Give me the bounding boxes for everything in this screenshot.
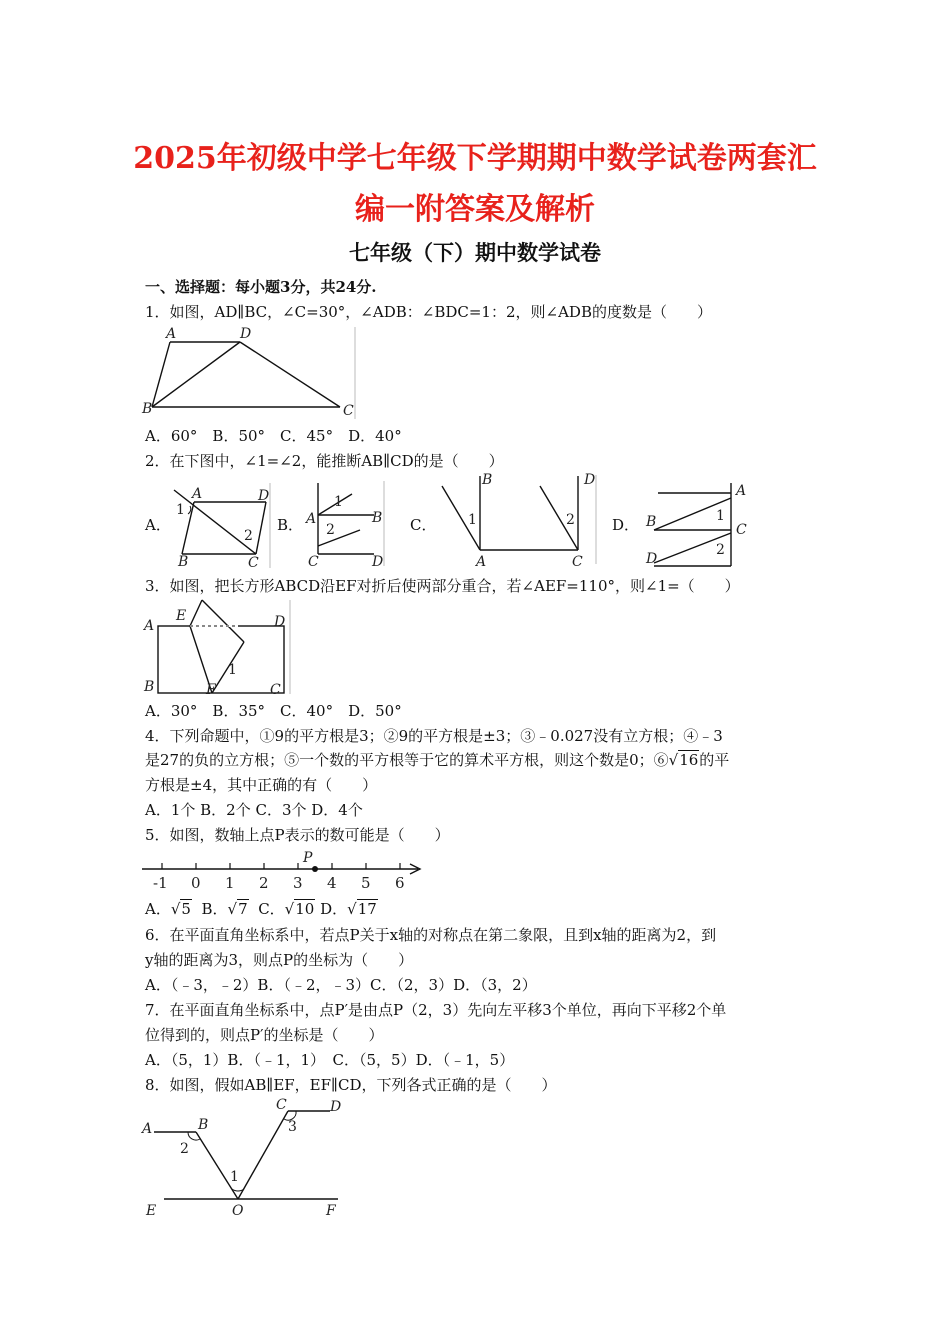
q4-radicand: 16 bbox=[679, 751, 699, 769]
q2a-angle-1: 1 bbox=[176, 502, 185, 518]
q4-line-2-tail: 的平 bbox=[699, 751, 730, 769]
q2a-label-a: A bbox=[192, 486, 203, 502]
q8-figure bbox=[140, 1097, 350, 1217]
q2-option-c-label: C． bbox=[410, 516, 437, 534]
q8-label-c: C bbox=[276, 1097, 287, 1113]
q5-tick-label: -1 bbox=[153, 874, 168, 892]
q2a-angle-2: 2 bbox=[244, 528, 253, 544]
q5-rad-c: 10 bbox=[295, 900, 315, 918]
q2d-angle-2: 2 bbox=[716, 542, 725, 558]
q6-line-2: y轴的距离为3，则点P的坐标为（ ） bbox=[145, 951, 414, 969]
q3-label-b: B bbox=[144, 679, 155, 695]
q8-label-o: O bbox=[232, 1203, 244, 1219]
q2a-label-d: D bbox=[258, 488, 270, 504]
sqrt-symbol: √5 bbox=[170, 900, 191, 918]
q8-angle-3: 3 bbox=[288, 1119, 297, 1135]
q2a-label-b: B bbox=[178, 554, 189, 570]
title-line-1: 2025年初级中学七年级下学期期中数学试卷两套汇 bbox=[133, 141, 817, 176]
sqrt-symbol: √17 bbox=[347, 900, 377, 918]
q2b-label-a: A bbox=[306, 511, 317, 527]
q2b-label-b: B bbox=[372, 510, 383, 526]
q2b-label-c: C bbox=[308, 554, 319, 570]
q5-stem: 5．如图，数轴上点P表示的数可能是（ ） bbox=[145, 826, 450, 844]
q5-rad-b: 7 bbox=[238, 900, 248, 918]
q1-label-a: A bbox=[166, 326, 177, 342]
q2-figure-a bbox=[168, 480, 283, 575]
q8-angle-2: 2 bbox=[180, 1141, 189, 1157]
q2d-label-a: A bbox=[736, 483, 747, 499]
q2c-label-a: A bbox=[476, 554, 487, 570]
q2c-label-c: C bbox=[572, 554, 583, 570]
q5-tick-label: 6 bbox=[395, 874, 405, 892]
q3-figure bbox=[140, 598, 300, 698]
q1-label-b: B bbox=[142, 401, 153, 417]
q5-tick-label: 3 bbox=[293, 874, 303, 892]
q7-line-2: 位得到的，则点P′的坐标是（ ） bbox=[145, 1026, 384, 1044]
q3-label-c: C bbox=[270, 682, 281, 698]
q5-tick-label: 0 bbox=[191, 874, 201, 892]
q2d-angle-1: 1 bbox=[716, 508, 725, 524]
q5-tick-label: 1 bbox=[225, 874, 235, 892]
q5-tick-label: 2 bbox=[259, 874, 269, 892]
q2d-label-d: D bbox=[646, 551, 658, 567]
q3-label-d: D bbox=[274, 614, 286, 630]
q8-angle-1: 1 bbox=[230, 1169, 239, 1185]
q8-label-f: F bbox=[326, 1203, 336, 1219]
q3-stem: 3．如图，把长方形ABCD沿EF对折后使两部分重合，若∠AEF=110°，则∠1=（ ） bbox=[145, 577, 740, 595]
q6-line-1: 6．在平面直角坐标系中，若点P关于x轴的对称点在第二象限，且到x轴的距离为2，到 bbox=[145, 926, 717, 944]
q2d-label-b: B bbox=[646, 514, 657, 530]
q2c-label-d: D bbox=[584, 472, 596, 488]
q7-options: A．（5，1）B．（﹣1，1） C．（5，5）D．（﹣1，5） bbox=[145, 1051, 515, 1069]
q5-point-label: P bbox=[303, 850, 313, 866]
q3-angle-1: 1 bbox=[228, 662, 237, 678]
q3-label-a: A bbox=[144, 618, 155, 634]
q2b-angle-2: 2 bbox=[326, 522, 335, 538]
q4-line-2 bbox=[145, 750, 729, 770]
q5-options bbox=[145, 899, 378, 919]
q5-opt-b: B． bbox=[201, 900, 228, 918]
q8-label-d: D bbox=[330, 1099, 342, 1115]
q2-option-b-label: B． bbox=[277, 516, 304, 534]
sqrt-symbol: √10 bbox=[284, 900, 315, 918]
q8-stem: 8．如图，假如AB∥EF，EF∥CD，下列各式正确的是（ ） bbox=[145, 1076, 557, 1094]
q1-options: A．60° B．50° C．45° D．40° bbox=[145, 427, 402, 445]
q8-label-a: A bbox=[142, 1121, 153, 1137]
q3-options: A．30° B．35° C．40° D．50° bbox=[145, 702, 402, 720]
q1-label-c: C bbox=[343, 403, 354, 419]
title-line-2: 编一附答案及解析 bbox=[355, 192, 595, 227]
q2-figure-d bbox=[636, 478, 756, 573]
q5-tick-label: 4 bbox=[327, 874, 337, 892]
section-heading: 一、选择题：每小题3分，共24分. bbox=[145, 278, 377, 296]
q6-options: A．（﹣3，﹣2）B．（﹣2，﹣3）C．（2，3）D．（3，2） bbox=[145, 976, 537, 994]
sqrt-symbol: √16 bbox=[668, 751, 699, 769]
exam-subtitle: 七年级（下）期中数学试卷 bbox=[349, 240, 601, 265]
q2c-label-b: B bbox=[482, 472, 493, 488]
q2-stem: 2．在下图中，∠1=∠2，能推断AB∥CD的是（ ） bbox=[145, 452, 504, 470]
q5-number-line bbox=[140, 848, 430, 894]
q4-line-2-text: 是27的负的立方根；⑤一个数的平方根等于它的算术平方根，则这个数是0；⑥ bbox=[145, 751, 669, 769]
q5-opt-c: C． bbox=[258, 900, 285, 918]
q5-opt-d: D． bbox=[320, 900, 348, 918]
q4-options: A．1个 B．2个 C．3个 D．4个 bbox=[145, 801, 363, 819]
q5-rad-a: 5 bbox=[181, 900, 191, 918]
q4-line-1: 4．下列命题中，①9的平方根是3；②9的平方根是±3；③﹣0.027没有立方根；④﹣3 bbox=[145, 727, 723, 745]
q2a-label-c: C bbox=[248, 555, 259, 571]
q2-figure-b bbox=[298, 478, 388, 573]
q5-tick-label: 5 bbox=[361, 874, 371, 892]
q2-figure-c bbox=[432, 472, 602, 570]
q4-line-3: 方根是±4，其中正确的有（ ） bbox=[145, 776, 378, 794]
q5-rad-d: 17 bbox=[357, 900, 377, 918]
q7-line-1: 7．在平面直角坐标系中，点P′是由点P（2，3）先向左平移3个单位，再向下平移2个单 bbox=[145, 1001, 727, 1019]
q5-point-p bbox=[312, 866, 318, 872]
q2c-angle-1: 1 bbox=[468, 512, 477, 528]
q2-option-d-label: D． bbox=[612, 516, 640, 534]
q3-label-f: F bbox=[206, 682, 216, 698]
q5-opt-a: A． bbox=[145, 900, 171, 918]
q2d-label-c: C bbox=[736, 522, 747, 538]
q1-figure bbox=[140, 325, 370, 425]
q2-option-a-label: A． bbox=[145, 516, 171, 534]
q1-label-d: D bbox=[240, 326, 252, 342]
q2b-angle-1: 1 bbox=[334, 494, 343, 510]
q8-label-b: B bbox=[198, 1117, 209, 1133]
q2c-angle-2: 2 bbox=[566, 512, 575, 528]
sqrt-symbol: √7 bbox=[227, 900, 248, 918]
q8-label-e: E bbox=[146, 1203, 157, 1219]
q3-label-e: E bbox=[176, 608, 187, 624]
q2b-label-d: D bbox=[372, 554, 384, 570]
q1-stem: 1．如图，AD∥BC，∠C=30°，∠ADB：∠BDC=1：2，则∠ADB的度数是（ ） bbox=[145, 303, 712, 321]
